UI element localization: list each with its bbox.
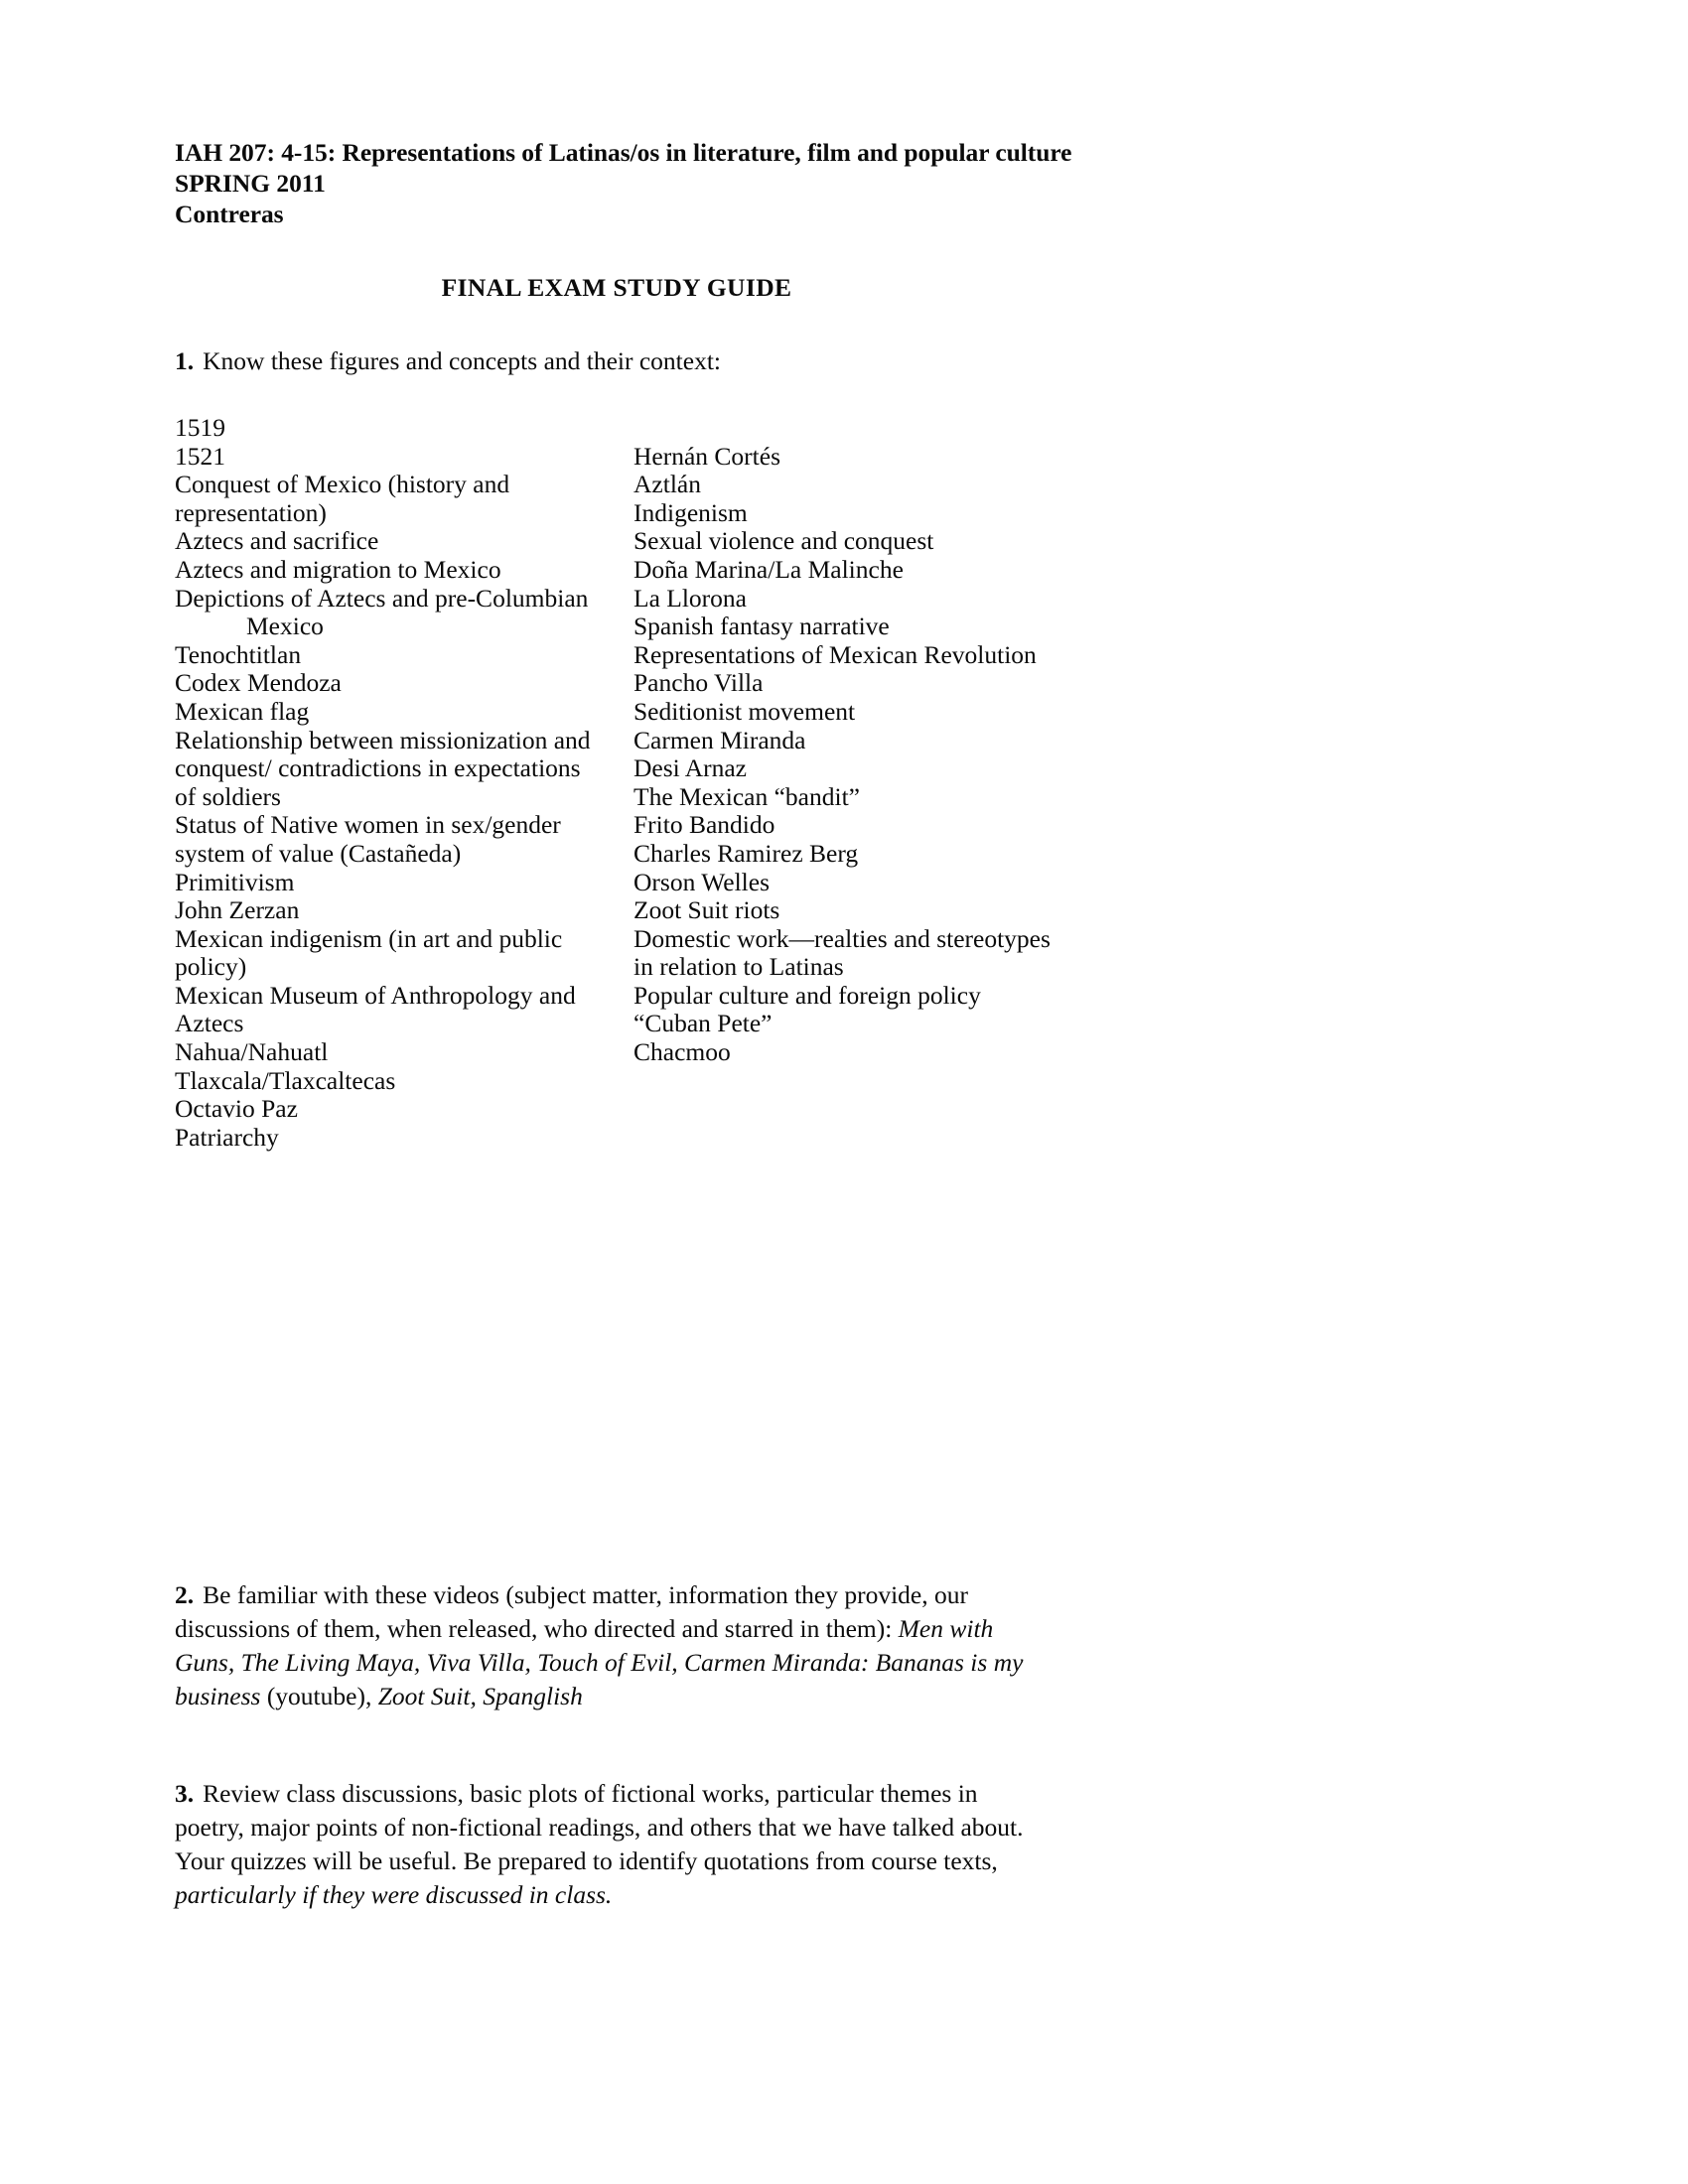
concept-item bbox=[175, 811, 602, 840]
concept-item bbox=[633, 669, 1051, 698]
concept-item bbox=[175, 1010, 602, 1038]
concept-item-label: Doña Marina/La Malinche bbox=[633, 554, 904, 584]
section-3-number: 3. bbox=[175, 1779, 195, 1808]
concept-item-label: The Mexican “bandit” bbox=[633, 781, 860, 811]
concept-item bbox=[175, 641, 602, 670]
concept-item-label: Conquest of Mexico (history and bbox=[175, 470, 510, 499]
concept-item-label: Orson Welles bbox=[633, 867, 771, 896]
concept-item bbox=[633, 527, 1051, 556]
concept-item bbox=[633, 1010, 1051, 1038]
concept-item bbox=[175, 1124, 602, 1153]
concept-item bbox=[633, 499, 1051, 528]
concept-item bbox=[175, 783, 602, 812]
concept-item-label: Frito Bandido bbox=[633, 810, 775, 840]
concept-item-label: Seditionist movement bbox=[633, 696, 856, 726]
concept-item bbox=[175, 925, 602, 954]
concepts-left-column bbox=[175, 414, 602, 1152]
section-1-prompt bbox=[175, 344, 1039, 378]
concept-item bbox=[175, 499, 602, 528]
concept-item bbox=[633, 869, 1051, 897]
concept-item-label: in relation to Latinas bbox=[633, 952, 844, 982]
concept-item-label: Spanish fantasy narrative bbox=[633, 612, 890, 641]
concept-item bbox=[633, 982, 1051, 1011]
concept-item bbox=[175, 727, 602, 755]
concept-item-label: Sexual violence and conquest bbox=[633, 526, 934, 556]
concept-item-label: Nahua/Nahuatl bbox=[175, 1037, 329, 1067]
section-1-text: Know these figures and concepts and their context: bbox=[203, 346, 722, 375]
concept-item-label: 1521 bbox=[175, 441, 225, 471]
concept-item bbox=[175, 1067, 602, 1096]
concept-item bbox=[633, 811, 1051, 840]
concept-item bbox=[633, 556, 1051, 585]
concept-item-label: Primitivism bbox=[175, 867, 295, 896]
concept-item bbox=[633, 641, 1051, 670]
concept-item-label: Mexican flag bbox=[175, 696, 310, 726]
concepts-right-column bbox=[633, 443, 1051, 1067]
concept-item-label: Depictions of Aztecs and pre-Columbian bbox=[175, 583, 589, 613]
concept-item bbox=[175, 669, 602, 698]
concept-item-label: Mexican indigenism (in art and public bbox=[175, 923, 563, 953]
concept-item-label: Octavio Paz bbox=[175, 1094, 298, 1124]
concept-item bbox=[633, 783, 1051, 812]
section-3-block bbox=[175, 1777, 1049, 1912]
concept-item bbox=[633, 613, 1051, 641]
concept-item-label: conquest/ contradictions in expectations bbox=[175, 753, 581, 783]
concept-item bbox=[175, 896, 602, 925]
concept-item bbox=[175, 1095, 602, 1124]
section-2-block bbox=[175, 1578, 1049, 1713]
concept-item-label: Patriarchy bbox=[175, 1122, 279, 1152]
section-2-text-part-1: Be familiar with these videos (subject matter, information they provide, our discussions of them, when released, who directed and starred in them): bbox=[175, 1580, 968, 1643]
concept-item-label: representation) bbox=[175, 497, 327, 527]
section-3-emphasis: particularly if they were discussed in class. bbox=[175, 1880, 613, 1909]
concept-item-label: Tlaxcala/Tlaxcaltecas bbox=[175, 1065, 396, 1095]
concept-item bbox=[633, 727, 1051, 755]
concept-item bbox=[175, 982, 602, 1011]
concept-item-label: Zoot Suit riots bbox=[633, 895, 780, 925]
concept-item-label: Indigenism bbox=[633, 497, 748, 527]
concept-item-label: Popular culture and foreign policy bbox=[633, 980, 981, 1010]
concept-item-label: Hernán Cortés bbox=[633, 441, 780, 471]
concept-item bbox=[175, 527, 602, 556]
concept-item bbox=[175, 1038, 602, 1067]
concept-item-label: Pancho Villa bbox=[633, 668, 764, 698]
concept-item-label: John Zerzan bbox=[175, 895, 300, 925]
concept-item bbox=[175, 443, 602, 472]
concept-item bbox=[633, 1038, 1051, 1067]
concept-item-label: Charles Ramirez Berg bbox=[633, 838, 859, 868]
concept-item-label: Chacmoo bbox=[633, 1037, 731, 1067]
concept-item-label: Representations of Mexican Revolution bbox=[633, 639, 1037, 669]
concept-item bbox=[175, 585, 602, 614]
concept-item bbox=[175, 414, 602, 443]
concept-item-label: system of value (Castañeda) bbox=[175, 838, 462, 868]
concept-item bbox=[633, 585, 1051, 614]
concept-item bbox=[175, 613, 602, 641]
concept-item bbox=[633, 698, 1051, 727]
concept-item-label: “Cuban Pete” bbox=[633, 1009, 773, 1038]
concept-item-label: Aztecs and sacrifice bbox=[175, 526, 379, 556]
concept-item-label: Domestic work—realties and stereotypes bbox=[633, 923, 1051, 953]
concepts-two-column-list bbox=[175, 413, 1051, 1152]
section-2-video-titles-1: Men with Guns, The Living Maya, Viva Villa, Touch of Evil, Carmen Miranda: Bananas is my business bbox=[175, 1614, 1024, 1710]
concept-item bbox=[175, 869, 602, 897]
concept-item bbox=[175, 754, 602, 783]
section-3-text: Review class discussions, basic plots of fictional works, particular themes in poetry, major points of non-fictional readings, and others that we have talked about. Your quizzes will be useful. Be prepared to identify quotations from course texts, bbox=[175, 1779, 1024, 1875]
document-title: FINAL EXAM STUDY GUIDE bbox=[441, 273, 792, 302]
section-2-number: 2. bbox=[175, 1580, 195, 1609]
section-2-text-part-2: (youtube), bbox=[260, 1682, 378, 1710]
concept-item bbox=[175, 698, 602, 727]
concept-item-label: Relationship between missionization and bbox=[175, 725, 591, 754]
concept-item-label: Desi Arnaz bbox=[633, 753, 748, 783]
concept-item bbox=[633, 953, 1051, 982]
concept-item-label: Codex Mendoza bbox=[175, 668, 342, 698]
concept-item bbox=[633, 925, 1051, 954]
course-header-line-1: IAH 207: 4-15: Representations of Latinas/os in literature, film and popular culture bbox=[175, 138, 1072, 167]
concept-item bbox=[633, 471, 1051, 499]
concept-item bbox=[175, 840, 602, 869]
concept-item-label: La Llorona bbox=[633, 583, 747, 613]
concept-item-label: Tenochtitlan bbox=[175, 639, 302, 669]
concept-item bbox=[633, 443, 1051, 472]
concept-item-label: Status of Native women in sex/gender bbox=[175, 810, 561, 840]
course-header bbox=[175, 137, 1072, 229]
concept-item-label: Aztecs bbox=[175, 1009, 244, 1038]
course-header-line-3: Contreras bbox=[175, 200, 284, 228]
document-content bbox=[175, 137, 1072, 1152]
concept-item-label: Mexican Museum of Anthropology and bbox=[175, 980, 576, 1010]
concept-item bbox=[633, 896, 1051, 925]
concept-item bbox=[633, 754, 1051, 783]
concept-item-label: Aztlán bbox=[633, 470, 701, 499]
concept-item bbox=[175, 556, 602, 585]
concept-item-label: Aztecs and migration to Mexico bbox=[175, 554, 501, 584]
concept-item-label: Mexico bbox=[246, 612, 324, 641]
course-header-line-2: SPRING 2011 bbox=[175, 169, 326, 198]
section-1-number: 1. bbox=[175, 346, 195, 375]
concept-item-label: policy) bbox=[175, 952, 247, 982]
concept-item bbox=[175, 471, 602, 499]
concept-item-label: Carmen Miranda bbox=[633, 725, 806, 754]
concept-item bbox=[633, 840, 1051, 869]
concept-item bbox=[175, 953, 602, 982]
concept-item-label: of soldiers bbox=[175, 781, 281, 811]
concept-item-label: 1519 bbox=[175, 413, 225, 442]
section-2-video-titles-2: Zoot Suit, Spanglish bbox=[377, 1682, 583, 1710]
